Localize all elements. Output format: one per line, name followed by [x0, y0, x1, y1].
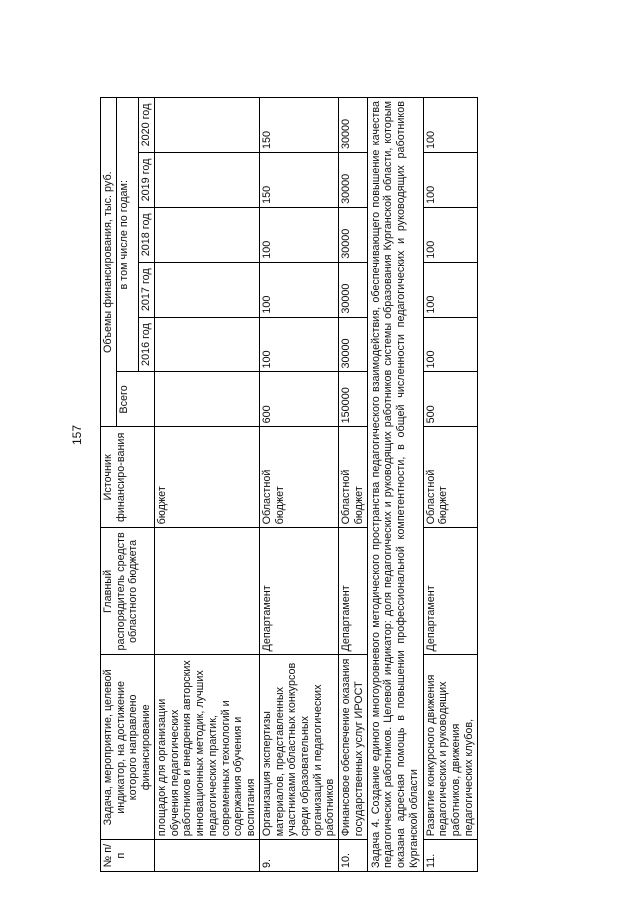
table-row [259, 98, 338, 872]
header-row-1 [101, 98, 117, 872]
cell-2019: 150 [259, 153, 338, 208]
cell-total: 150000 [339, 372, 367, 427]
cell-dept [154, 528, 259, 655]
header-num: № п/п [101, 840, 155, 872]
cell-2019 [154, 153, 259, 208]
cell-task: Финансовое обеспечение оказания государственных услуг ИРОСТ [339, 655, 367, 840]
header-dept: Главный распорядитель средств областного бюджета [101, 528, 155, 655]
cell-2016: 100 [423, 317, 477, 372]
header-task: Задача, мероприятие, целевой индикатор, на достижение которого направлено финансирование [101, 655, 155, 840]
cell-task: площадок для организации обучения педагогических работников и внедрения авторских инновационных методик, лучших педагогических практик, современных технологий и содержания обучения и воспитания [154, 655, 259, 840]
cell-2017 [154, 262, 259, 317]
cell-2016 [154, 317, 259, 372]
funding-table [100, 97, 478, 872]
cell-2020: 100 [423, 98, 477, 153]
cell-source: Областной бюджет [423, 427, 477, 528]
cell-2017: 100 [259, 262, 338, 317]
cell-2016: 30000 [339, 317, 367, 372]
cell-source: бюджет [154, 427, 259, 528]
cell-dept: Департамент [259, 528, 338, 655]
header-funding: Объемы финансирования, тыс. руб. [101, 98, 117, 427]
header-year: 2016 год [139, 317, 155, 372]
header-year: 2020 год [139, 98, 155, 153]
cell-num: 10. [339, 840, 367, 872]
cell-2018 [154, 207, 259, 262]
rotated-table-container [100, 97, 600, 872]
cell-num: 9. [259, 840, 338, 872]
section-row [367, 98, 423, 872]
cell-task: Развитие конкурсного движения педагогических и руководящих работников, движения педагогических клубов, [423, 655, 477, 840]
cell-total [154, 372, 259, 427]
table-row [339, 98, 367, 872]
section-text: Задача 4. Создание единого многоуровневого методического пространства педагогического взаимодействия, обеспечивающего повышение качества педагогических работников. Целевой индикатор: доля педагогических и руководящих работников системы образования Курганской области, которым оказана адресная помощь в повышении профессиональной компетентности, в общей численности педагогических и руководящих работников Курганской области [367, 98, 423, 872]
cell-2016: 100 [259, 317, 338, 372]
page-number: 157 [70, 424, 84, 445]
cell-2017: 100 [423, 262, 477, 317]
cell-source: Областной бюджет [259, 427, 338, 528]
cell-dept: Департамент [423, 528, 477, 655]
cell-2018: 100 [423, 207, 477, 262]
cell-source: Областной бюджет [339, 427, 367, 528]
header-by-years: в том числе по годам: [116, 98, 138, 372]
cell-2019: 30000 [339, 153, 367, 208]
cell-2018: 30000 [339, 207, 367, 262]
cell-dept: Департамент [339, 528, 367, 655]
cell-2019: 100 [423, 153, 477, 208]
header-total: Всего [116, 372, 154, 427]
header-year: 2017 год [139, 262, 155, 317]
table-row [154, 98, 259, 872]
header-source: Источник финансиро-вания [101, 427, 155, 528]
header-year: 2019 год [139, 153, 155, 208]
cell-2020: 150 [259, 98, 338, 153]
cell-total: 600 [259, 372, 338, 427]
cell-num [154, 840, 259, 872]
cell-total: 500 [423, 372, 477, 427]
cell-2017: 30000 [339, 262, 367, 317]
header-year: 2018 год [139, 207, 155, 262]
table-row [423, 98, 477, 872]
cell-2020: 30000 [339, 98, 367, 153]
cell-2018: 100 [259, 207, 338, 262]
cell-task: Организация экспертизы материалов, представленных участниками областных конкурсов среди образовательных организаций и педагогических работников [259, 655, 338, 840]
cell-2020 [154, 98, 259, 153]
cell-num: 11. [423, 840, 477, 872]
